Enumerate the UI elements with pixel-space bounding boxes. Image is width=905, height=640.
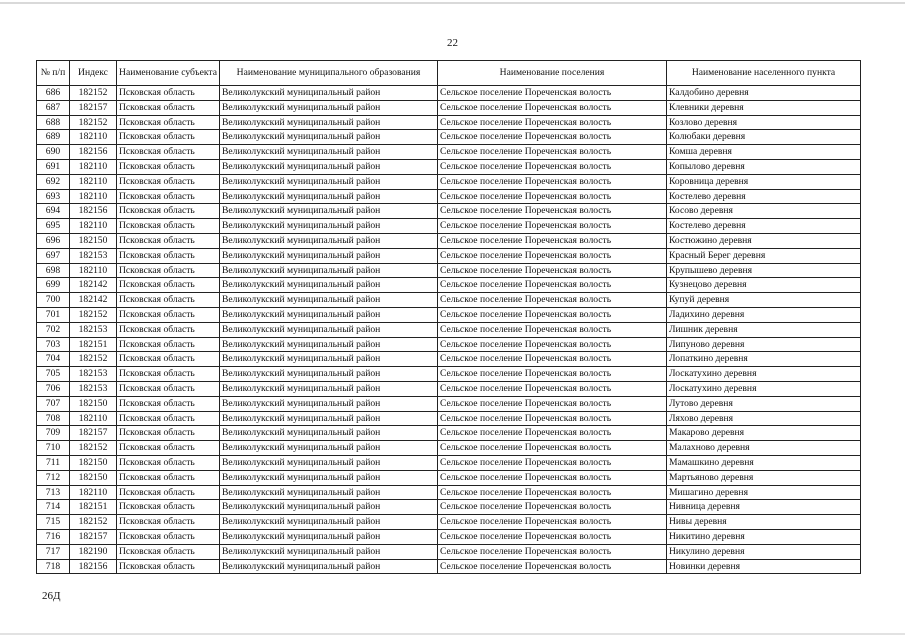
cell-num: 717 [37,544,70,559]
cell-municipality: Великолукский муниципальный район [220,381,438,396]
cell-settlement: Сельское поселение Пореченская волость [438,367,667,382]
cell-index: 182110 [70,130,117,145]
table-row [37,233,861,248]
scan-edge-bottom [0,633,905,635]
cell-index: 182152 [70,86,117,101]
cell-municipality: Великолукский муниципальный район [220,367,438,382]
cell-locality: Мамашкино деревня [667,455,861,470]
cell-municipality: Великолукский муниципальный район [220,86,438,101]
cell-num: 690 [37,145,70,160]
table-row [37,322,861,337]
cell-index: 182151 [70,337,117,352]
table-row [37,529,861,544]
cell-settlement: Сельское поселение Пореченская волость [438,381,667,396]
cell-index: 182142 [70,278,117,293]
cell-locality: Красный Берег деревня [667,248,861,263]
table-row [37,515,861,530]
cell-num: 704 [37,352,70,367]
table-row [37,367,861,382]
cell-municipality: Великолукский муниципальный район [220,500,438,515]
cell-settlement: Сельское поселение Пореченская волость [438,544,667,559]
cell-subject: Псковская область [117,115,220,130]
cell-settlement: Сельское поселение Пореченская волость [438,115,667,130]
cell-settlement: Сельское поселение Пореченская волость [438,515,667,530]
cell-index: 182153 [70,381,117,396]
cell-subject: Псковская область [117,263,220,278]
table-row [37,159,861,174]
cell-index: 182110 [70,485,117,500]
cell-subject: Псковская область [117,174,220,189]
table-row [37,426,861,441]
cell-subject: Псковская область [117,337,220,352]
table-row [37,86,861,101]
table-row [37,145,861,160]
cell-locality: Козлово деревня [667,115,861,130]
cell-index: 182156 [70,559,117,574]
cell-subject: Псковская область [117,529,220,544]
cell-settlement: Сельское поселение Пореченская волость [438,470,667,485]
cell-locality: Клевники деревня [667,100,861,115]
cell-subject: Псковская область [117,559,220,574]
cell-municipality: Великолукский муниципальный район [220,485,438,500]
cell-index: 182157 [70,529,117,544]
cell-num: 703 [37,337,70,352]
cell-settlement: Сельское поселение Пореченская волость [438,278,667,293]
cell-municipality: Великолукский муниципальный район [220,130,438,145]
cell-municipality: Великолукский муниципальный район [220,559,438,574]
cell-num: 710 [37,441,70,456]
table-row [37,100,861,115]
page-number: 22 [447,37,458,49]
table-row [37,307,861,322]
header-row [37,61,861,86]
table-row [37,115,861,130]
cell-subject: Псковская область [117,470,220,485]
cell-index: 182152 [70,441,117,456]
table-row [37,263,861,278]
cell-num: 688 [37,115,70,130]
cell-municipality: Великолукский муниципальный район [220,441,438,456]
cell-settlement: Сельское поселение Пореченская волость [438,174,667,189]
cell-municipality: Великолукский муниципальный район [220,455,438,470]
table-row [37,337,861,352]
table-row [37,130,861,145]
cell-index: 182153 [70,367,117,382]
header-subject: Наименование субъекта [117,61,220,86]
cell-settlement: Сельское поселение Пореченская волость [438,204,667,219]
cell-locality: Липуново деревня [667,337,861,352]
cell-num: 705 [37,367,70,382]
cell-locality: Копылово деревня [667,159,861,174]
cell-num: 715 [37,515,70,530]
cell-locality: Мишагино деревня [667,485,861,500]
cell-index: 182110 [70,159,117,174]
cell-locality: Купуй деревня [667,293,861,308]
cell-num: 696 [37,233,70,248]
table-row [37,352,861,367]
cell-num: 693 [37,189,70,204]
cell-settlement: Сельское поселение Пореченская волость [438,86,667,101]
cell-locality: Калдобино деревня [667,86,861,101]
cell-num: 700 [37,293,70,308]
cell-num: 713 [37,485,70,500]
cell-settlement: Сельское поселение Пореченская волость [438,233,667,248]
cell-municipality: Великолукский муниципальный район [220,396,438,411]
cell-municipality: Великолукский муниципальный район [220,352,438,367]
cell-index: 182156 [70,145,117,160]
table-row [37,544,861,559]
cell-subject: Псковская область [117,441,220,456]
cell-municipality: Великолукский муниципальный район [220,115,438,130]
cell-municipality: Великолукский муниципальный район [220,337,438,352]
scan-edge-top [0,2,905,4]
cell-index: 182151 [70,500,117,515]
cell-locality: Костелево деревня [667,189,861,204]
header-municipality: Наименование муниципального образования [220,61,438,86]
cell-subject: Псковская область [117,455,220,470]
cell-settlement: Сельское поселение Пореченская волость [438,426,667,441]
cell-subject: Псковская область [117,100,220,115]
cell-num: 707 [37,396,70,411]
cell-subject: Псковская область [117,396,220,411]
cell-settlement: Сельское поселение Пореченская волость [438,337,667,352]
cell-locality: Коровница деревня [667,174,861,189]
cell-municipality: Великолукский муниципальный район [220,293,438,308]
cell-locality: Мартьяново деревня [667,470,861,485]
cell-index: 182142 [70,293,117,308]
cell-index: 182110 [70,219,117,234]
cell-settlement: Сельское поселение Пореченская волость [438,263,667,278]
cell-index: 182152 [70,115,117,130]
table-row [37,396,861,411]
cell-locality: Лутово деревня [667,396,861,411]
cell-subject: Псковская область [117,278,220,293]
cell-subject: Псковская область [117,515,220,530]
cell-municipality: Великолукский муниципальный район [220,145,438,160]
cell-index: 182110 [70,189,117,204]
cell-locality: Нивы деревня [667,515,861,530]
cell-num: 718 [37,559,70,574]
cell-municipality: Великолукский муниципальный район [220,204,438,219]
cell-locality: Лоскатухино деревня [667,381,861,396]
cell-subject: Псковская область [117,248,220,263]
table-row [37,411,861,426]
cell-municipality: Великолукский муниципальный район [220,100,438,115]
cell-municipality: Великолукский муниципальный район [220,515,438,530]
cell-num: 702 [37,322,70,337]
cell-locality: Колюбаки деревня [667,130,861,145]
table-row [37,189,861,204]
cell-settlement: Сельское поселение Пореченская волость [438,441,667,456]
cell-index: 182110 [70,263,117,278]
cell-num: 689 [37,130,70,145]
cell-index: 182150 [70,455,117,470]
cell-settlement: Сельское поселение Пореченская волость [438,396,667,411]
cell-settlement: Сельское поселение Пореченская волость [438,100,667,115]
cell-subject: Псковская область [117,159,220,174]
cell-subject: Псковская область [117,500,220,515]
cell-num: 686 [37,86,70,101]
cell-subject: Псковская область [117,426,220,441]
cell-subject: Псковская область [117,307,220,322]
cell-subject: Псковская область [117,352,220,367]
table-row [37,455,861,470]
cell-num: 697 [37,248,70,263]
table-row [37,219,861,234]
cell-subject: Псковская область [117,219,220,234]
cell-settlement: Сельское поселение Пореченская волость [438,411,667,426]
cell-settlement: Сельское поселение Пореченская волость [438,455,667,470]
cell-settlement: Сельское поселение Пореченская волость [438,322,667,337]
cell-municipality: Великолукский муниципальный район [220,411,438,426]
cell-settlement: Сельское поселение Пореченская волость [438,293,667,308]
cell-municipality: Великолукский муниципальный район [220,174,438,189]
cell-locality: Кузнецово деревня [667,278,861,293]
cell-subject: Псковская область [117,411,220,426]
table-row [37,559,861,574]
cell-index: 182150 [70,396,117,411]
cell-index: 182153 [70,248,117,263]
cell-locality: Никитино деревня [667,529,861,544]
cell-municipality: Великолукский муниципальный район [220,189,438,204]
cell-settlement: Сельское поселение Пореченская волость [438,219,667,234]
header-locality: Наименование населенного пункта [667,61,861,86]
cell-index: 182152 [70,307,117,322]
cell-num: 698 [37,263,70,278]
cell-num: 699 [37,278,70,293]
cell-locality: Макарово деревня [667,426,861,441]
cell-num: 695 [37,219,70,234]
cell-num: 692 [37,174,70,189]
cell-num: 712 [37,470,70,485]
cell-num: 687 [37,100,70,115]
cell-settlement: Сельское поселение Пореченская волость [438,145,667,160]
cell-locality: Косово деревня [667,204,861,219]
cell-subject: Псковская область [117,130,220,145]
cell-settlement: Сельское поселение Пореченская волость [438,500,667,515]
table-row [37,248,861,263]
header-settlement: Наименование поселения [438,61,667,86]
cell-index: 182157 [70,100,117,115]
cell-index: 182110 [70,411,117,426]
table-row [37,381,861,396]
cell-index: 182156 [70,204,117,219]
cell-subject: Псковская область [117,544,220,559]
cell-subject: Псковская область [117,293,220,308]
cell-num: 711 [37,455,70,470]
cell-locality: Костюжино деревня [667,233,861,248]
cell-subject: Псковская область [117,145,220,160]
table-row [37,293,861,308]
cell-settlement: Сельское поселение Пореченская волость [438,159,667,174]
header-index: Индекс [70,61,117,86]
cell-settlement: Сельское поселение Пореченская волость [438,307,667,322]
cell-index: 182157 [70,426,117,441]
cell-num: 706 [37,381,70,396]
cell-num: 694 [37,204,70,219]
cell-municipality: Великолукский муниципальный район [220,470,438,485]
table-row [37,470,861,485]
cell-index: 182153 [70,322,117,337]
cell-subject: Псковская область [117,485,220,500]
cell-municipality: Великолукский муниципальный район [220,544,438,559]
cell-index: 182190 [70,544,117,559]
cell-index: 182110 [70,174,117,189]
table-row [37,204,861,219]
table-row [37,485,861,500]
cell-index: 182150 [70,470,117,485]
cell-num: 716 [37,529,70,544]
cell-subject: Псковская область [117,204,220,219]
cell-locality: Лишник деревня [667,322,861,337]
cell-locality: Костелево деревня [667,219,861,234]
cell-locality: Никулино деревня [667,544,861,559]
cell-municipality: Великолукский муниципальный район [220,529,438,544]
table-row [37,278,861,293]
cell-locality: Крупышево деревня [667,263,861,278]
cell-num: 701 [37,307,70,322]
cell-subject: Псковская область [117,322,220,337]
cell-subject: Псковская область [117,367,220,382]
cell-settlement: Сельское поселение Пореченская волость [438,130,667,145]
cell-municipality: Великолукский муниципальный район [220,278,438,293]
cell-index: 182150 [70,233,117,248]
table-row [37,500,861,515]
cell-municipality: Великолукский муниципальный район [220,248,438,263]
table-row [37,174,861,189]
cell-municipality: Великолукский муниципальный район [220,322,438,337]
cell-settlement: Сельское поселение Пореченская волость [438,485,667,500]
cell-index: 182152 [70,352,117,367]
cell-locality: Комша деревня [667,145,861,160]
cell-municipality: Великолукский муниципальный район [220,219,438,234]
cell-municipality: Великолукский муниципальный район [220,307,438,322]
locality-registry-table [36,60,861,574]
cell-subject: Псковская область [117,189,220,204]
cell-municipality: Великолукский муниципальный район [220,263,438,278]
cell-settlement: Сельское поселение Пореченская волость [438,529,667,544]
cell-locality: Нивница деревня [667,500,861,515]
cell-locality: Ляхово деревня [667,411,861,426]
cell-municipality: Великолукский муниципальный район [220,426,438,441]
cell-index: 182152 [70,515,117,530]
cell-subject: Псковская область [117,233,220,248]
cell-subject: Псковская область [117,381,220,396]
cell-settlement: Сельское поселение Пореченская волость [438,189,667,204]
cell-settlement: Сельское поселение Пореченская волость [438,248,667,263]
cell-locality: Ладихино деревня [667,307,861,322]
cell-locality: Малахново деревня [667,441,861,456]
cell-municipality: Великолукский муниципальный район [220,159,438,174]
header-num: № п/п [37,61,70,86]
cell-locality: Лопаткино деревня [667,352,861,367]
cell-locality: Лоскатухино деревня [667,367,861,382]
table-header [37,61,861,86]
table-row [37,441,861,456]
cell-num: 709 [37,426,70,441]
footer-document-code: 26Д [42,590,61,602]
cell-num: 691 [37,159,70,174]
cell-settlement: Сельское поселение Пореченская волость [438,559,667,574]
cell-municipality: Великолукский муниципальный район [220,233,438,248]
cell-locality: Новинки деревня [667,559,861,574]
table-body [37,86,861,574]
cell-num: 714 [37,500,70,515]
cell-num: 708 [37,411,70,426]
cell-subject: Псковская область [117,86,220,101]
cell-settlement: Сельское поселение Пореченская волость [438,352,667,367]
